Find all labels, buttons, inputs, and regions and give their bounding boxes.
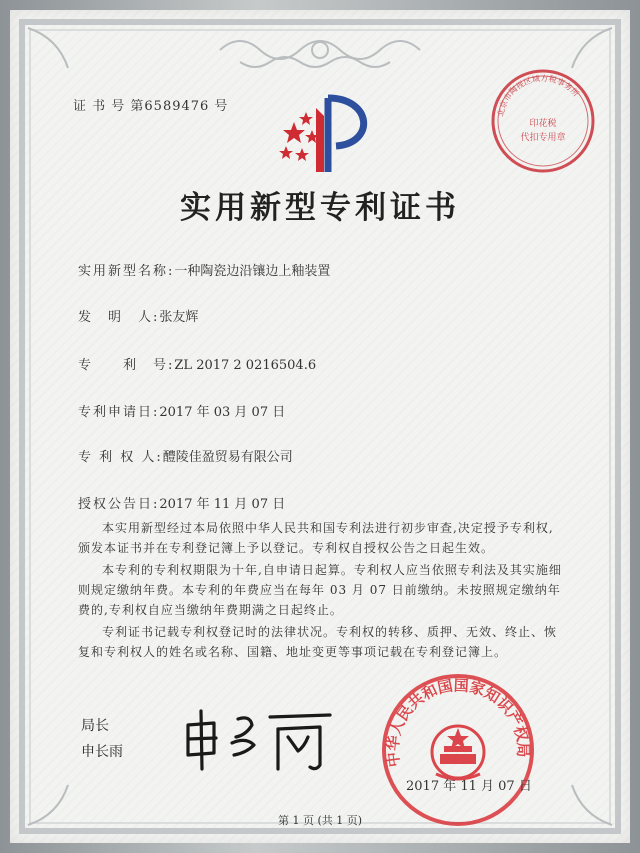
seal-date: 2017 年 11 月 07 日: [406, 779, 532, 794]
field-label: 发 明 人:: [78, 310, 160, 325]
signatory-name: 申长雨: [81, 744, 123, 760]
body-paragraph: 本专利的专利权期限为十年,自申请日起算。专利权人应当依照专利法及其实施细则规定缴纳年费。本专利的年费应当在每年 03 月 07 日前缴纳。未按照规定缴纳年费的,专利权自应当缴纳年费期满之日起终止。: [78, 563, 562, 617]
field-value: 张友辉: [159, 310, 199, 325]
certificate-paper: [10, 10, 630, 843]
field-inventor: [78, 306, 198, 325]
stamp-line1: 印花税: [529, 119, 557, 129]
signatory-role: 局长: [81, 718, 109, 734]
national-emblem-icon: [432, 726, 484, 779]
field-value: 一种陶瓷边沿镶边上釉装置: [174, 264, 331, 279]
certificate-body: [78, 518, 566, 664]
field-filing-date: [78, 401, 285, 420]
stamp-line2: 代扣专用章: [520, 133, 566, 143]
seal-arc-text: 中华人民共和国国家知识产权局: [383, 676, 533, 769]
field-grant-date: [78, 493, 285, 512]
field-label: 实用新型名称:: [78, 264, 175, 279]
field-value: 2017 年 03 月 07 日: [159, 405, 286, 420]
tax-agent-stamp: [488, 66, 598, 176]
field-label: 专 利 权 人:: [78, 450, 163, 465]
field-label: 专 利 号:: [78, 358, 175, 373]
body-paragraph: 本实用新型经过本局依照中华人民共和国专利法进行初步审查,决定授予专利权,颁发本证书并在专利登记簿上予以登记。专利权自授权公告之日起生效。: [78, 521, 554, 555]
field-patentee: [78, 446, 293, 465]
certificate-number: 证 书 号 第6589476 号: [73, 99, 229, 114]
field-label: 授权公告日:: [78, 497, 160, 512]
field-value: 2017 年 11 月 07 日: [159, 497, 286, 512]
field-label: 专利申请日:: [78, 405, 160, 420]
field-patent-number: [78, 354, 316, 373]
field-value: 醴陵佳盈贸易有限公司: [162, 450, 293, 465]
field-utility-name: [78, 260, 330, 279]
patent-office-logo: [272, 88, 380, 178]
handwritten-signature: [180, 705, 340, 775]
body-paragraph: 专利证书记载专利权登记时的法律状况。专利权的转移、质押、无效、终止、恢复和专利权人的姓名或名称、国籍、地址变更等事项记载在专利登记簿上。: [78, 625, 558, 659]
field-value: ZL 2017 2 0216504.6: [174, 358, 317, 373]
stamp-arc-text: 北京市陶视区域方税事务所: [496, 73, 581, 118]
official-seal: [378, 670, 538, 830]
page-number: 第 1 页 (共 1 页): [277, 814, 363, 827]
certificate-title: 实用新型专利证书: [180, 190, 460, 226]
